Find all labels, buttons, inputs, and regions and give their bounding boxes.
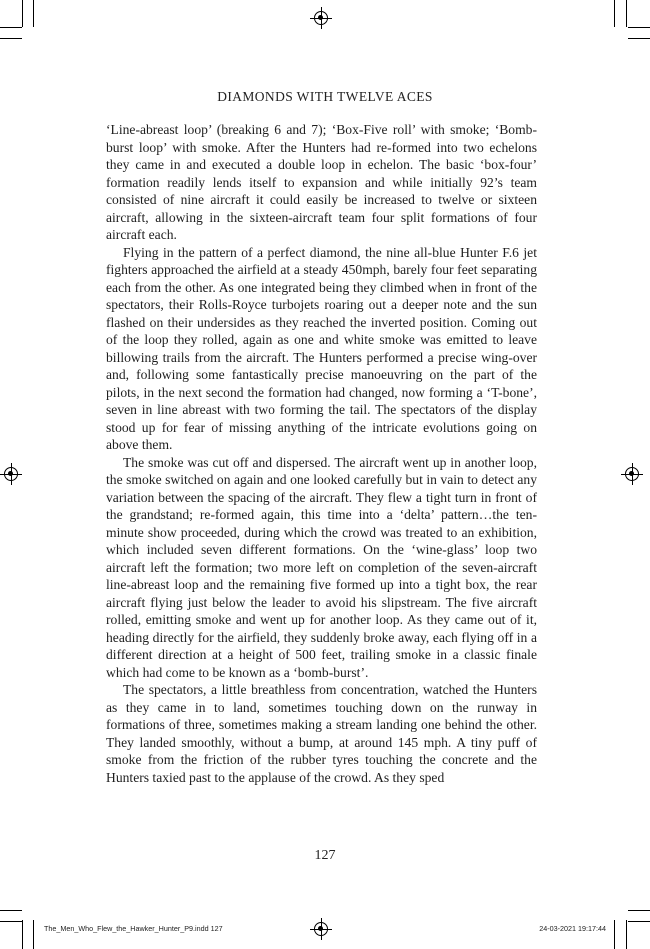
paragraph: The spectators, a little breathless from concentration, watched the Hunters as they came in to land, sometimes touching down on the runway in formations of three, sometimes making a stream landing one behind the other. They landed smoothly, without a bump, at around 145 mph. A tiny puff of smoke from the friction of the rubber tyres touching the concrete and the Hunters taxied past to the applause of the crowd. As they sped — [106, 682, 537, 785]
crop-mark — [0, 910, 22, 911]
paragraph: ‘Line-abreast loop’ (breaking 6 and 7); ‘Box-Five roll’ with smoke; ‘Bomb-burst loop’ with smoke. After the Hunters had re-formed into two echelons they came in and executed a double loop in echelon. The basic ‘box-four’ formation readily lends itself to expansion and while initially 92’s team consisted of nine aircraft it could easily be increased to twelve or sixteen aircraft, allowing in the sixteen-aircraft team four split formations of four aircraft each. — [106, 122, 537, 242]
registration-mark-icon — [314, 11, 328, 25]
slug-date-info: 24-03-2021 19:17:44 — [539, 924, 606, 933]
crop-mark — [626, 0, 627, 27]
crop-mark — [0, 921, 22, 922]
crop-mark — [614, 0, 615, 27]
page-number: 127 — [314, 848, 336, 863]
slug-file-info: The_Men_Who_Flew_the_Hawker_Hunter_P9.indd 127 — [44, 924, 223, 933]
crop-mark — [0, 27, 22, 28]
crop-mark — [626, 920, 627, 949]
registration-mark-icon — [314, 922, 328, 936]
crop-mark — [628, 27, 650, 28]
crop-mark — [628, 38, 650, 39]
registration-mark-icon — [4, 467, 18, 481]
paragraph: The smoke was cut off and dispersed. The aircraft went up in another loop, the smoke switched on again and one looked carefully but in vain to detect any variation between the spacing of the aircraft. They flew a tight turn in front of the grandstand; re-formed again, this time into a ‘delta’ pattern…the ten-minute show proceeded, during which the crowd was treated to an exhibition, which included seven different formations. On the ‘wine-glass’ loop two aircraft left the formation; two more left on completion of the seven-aircraft line-abreast loop and the remaining five formed up into a tight box, the rear aircraft flying just below the leader to avoid his slipstream. The five aircraft rolled, emitting smoke and went up for another loop. As they came out of it, heading directly for the airfield, they suddenly broke away, each flying off in a different direction at a height of 500 feet, trailing smoke in a classic finale which had come to be known as a ‘bomb-burst’. — [106, 454, 537, 680]
crop-mark — [0, 38, 22, 39]
crop-mark — [22, 0, 23, 27]
crop-mark — [628, 910, 650, 911]
body-text — [106, 121, 537, 786]
registration-mark-icon — [625, 467, 639, 481]
crop-mark — [22, 920, 23, 949]
running-head: DIAMONDS WITH TWELVE ACES — [217, 89, 433, 104]
crop-mark — [33, 0, 34, 27]
paragraph: Flying in the pattern of a perfect diamond, the nine all-blue Hunter F.6 jet fighters approached the airfield at a steady 450mph, barely four feet separating each from the other. As one integrated being they climbed when in front of the spectators, their Rolls-Royce turbojets roaring out a deeper note and the sun flashed on their undersides as they reached the inverted position. Coming out of the loop they rolled, again as one and white smoke was emitted to leave billowing trails from the aircraft. The Hunters performed a precise wing-over and, following some fantastically precise manoeuvring on the part of the pilots, in the next second the formation had changed, now forming a ‘T-bone’, seven in line abreast with two forming the tail. The spectators of the display stood up for fear of missing anything of the intricate evolutions going on above them. — [106, 244, 537, 452]
crop-mark — [33, 920, 34, 949]
crop-mark — [614, 920, 615, 949]
crop-mark — [628, 921, 650, 922]
